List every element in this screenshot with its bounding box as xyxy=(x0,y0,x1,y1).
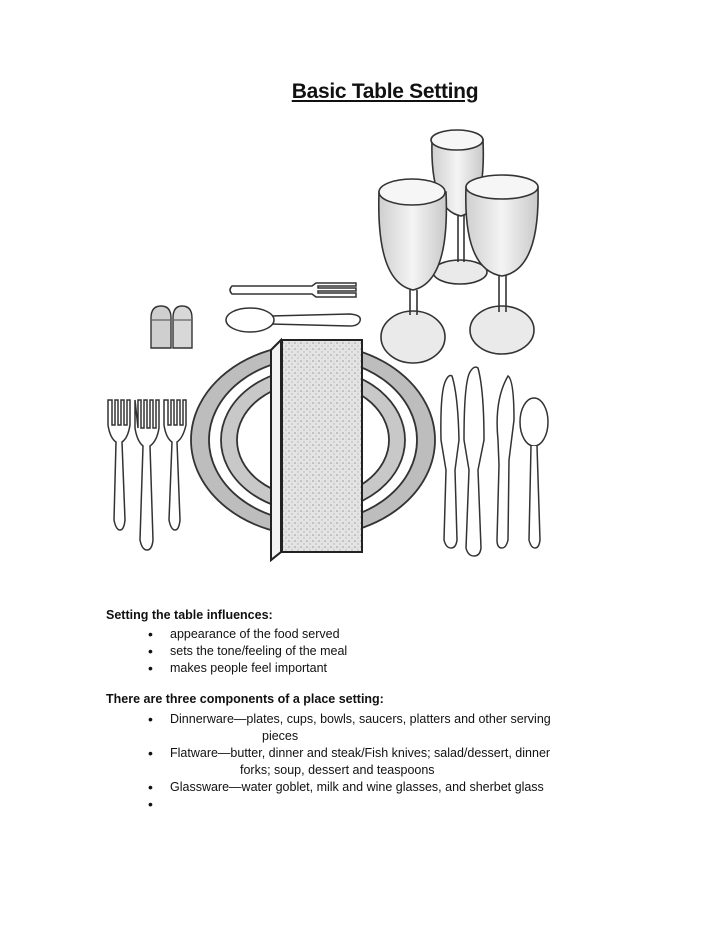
dinner-knife-icon xyxy=(464,367,484,556)
list-item xyxy=(148,745,551,779)
section-heading-influences: Setting the table influences: xyxy=(106,608,273,622)
list-item-continuation: pieces xyxy=(262,729,299,743)
glassware-group xyxy=(379,130,538,363)
section-heading-components: There are three components of a place setting: xyxy=(106,692,384,706)
knives-spoons-group xyxy=(441,367,548,556)
influences-list xyxy=(148,626,347,677)
list-item: • appearance of the food served xyxy=(148,626,347,643)
dinner-fork-icon xyxy=(135,400,159,550)
list-item xyxy=(148,779,551,796)
salad-knife-icon xyxy=(441,376,459,549)
salad-fork-icon xyxy=(108,400,130,530)
fish-fork-icon xyxy=(164,400,186,530)
list-item: • makes people feel important xyxy=(148,660,347,677)
list-item-text: Flatware—butter, dinner and steak/Fish knives; salad/dessert, dinner xyxy=(170,746,551,760)
salt-and-pepper-icon xyxy=(151,306,192,348)
page-title: Basic Table Setting xyxy=(291,80,479,103)
dessert-fork-icon xyxy=(230,283,356,297)
list-item-text: Glassware—water goblet, milk and wine glasses, and sherbet glass xyxy=(170,780,544,794)
forks-group xyxy=(108,400,186,550)
components-list xyxy=(148,711,551,796)
soup-spoon-icon xyxy=(520,398,548,548)
napkin-icon xyxy=(271,340,362,560)
list-item-text: Dinnerware—plates, cups, bowls, saucers, platters and other serving xyxy=(170,712,551,726)
fish-knife-icon xyxy=(497,376,514,548)
list-item-continuation: forks; soup, dessert and teaspoons xyxy=(240,763,435,777)
list-item: • sets the tone/feeling of the meal xyxy=(148,643,347,660)
dessert-spoon-icon xyxy=(226,308,360,332)
wine-glass-icon xyxy=(379,179,447,363)
list-item xyxy=(148,711,551,745)
